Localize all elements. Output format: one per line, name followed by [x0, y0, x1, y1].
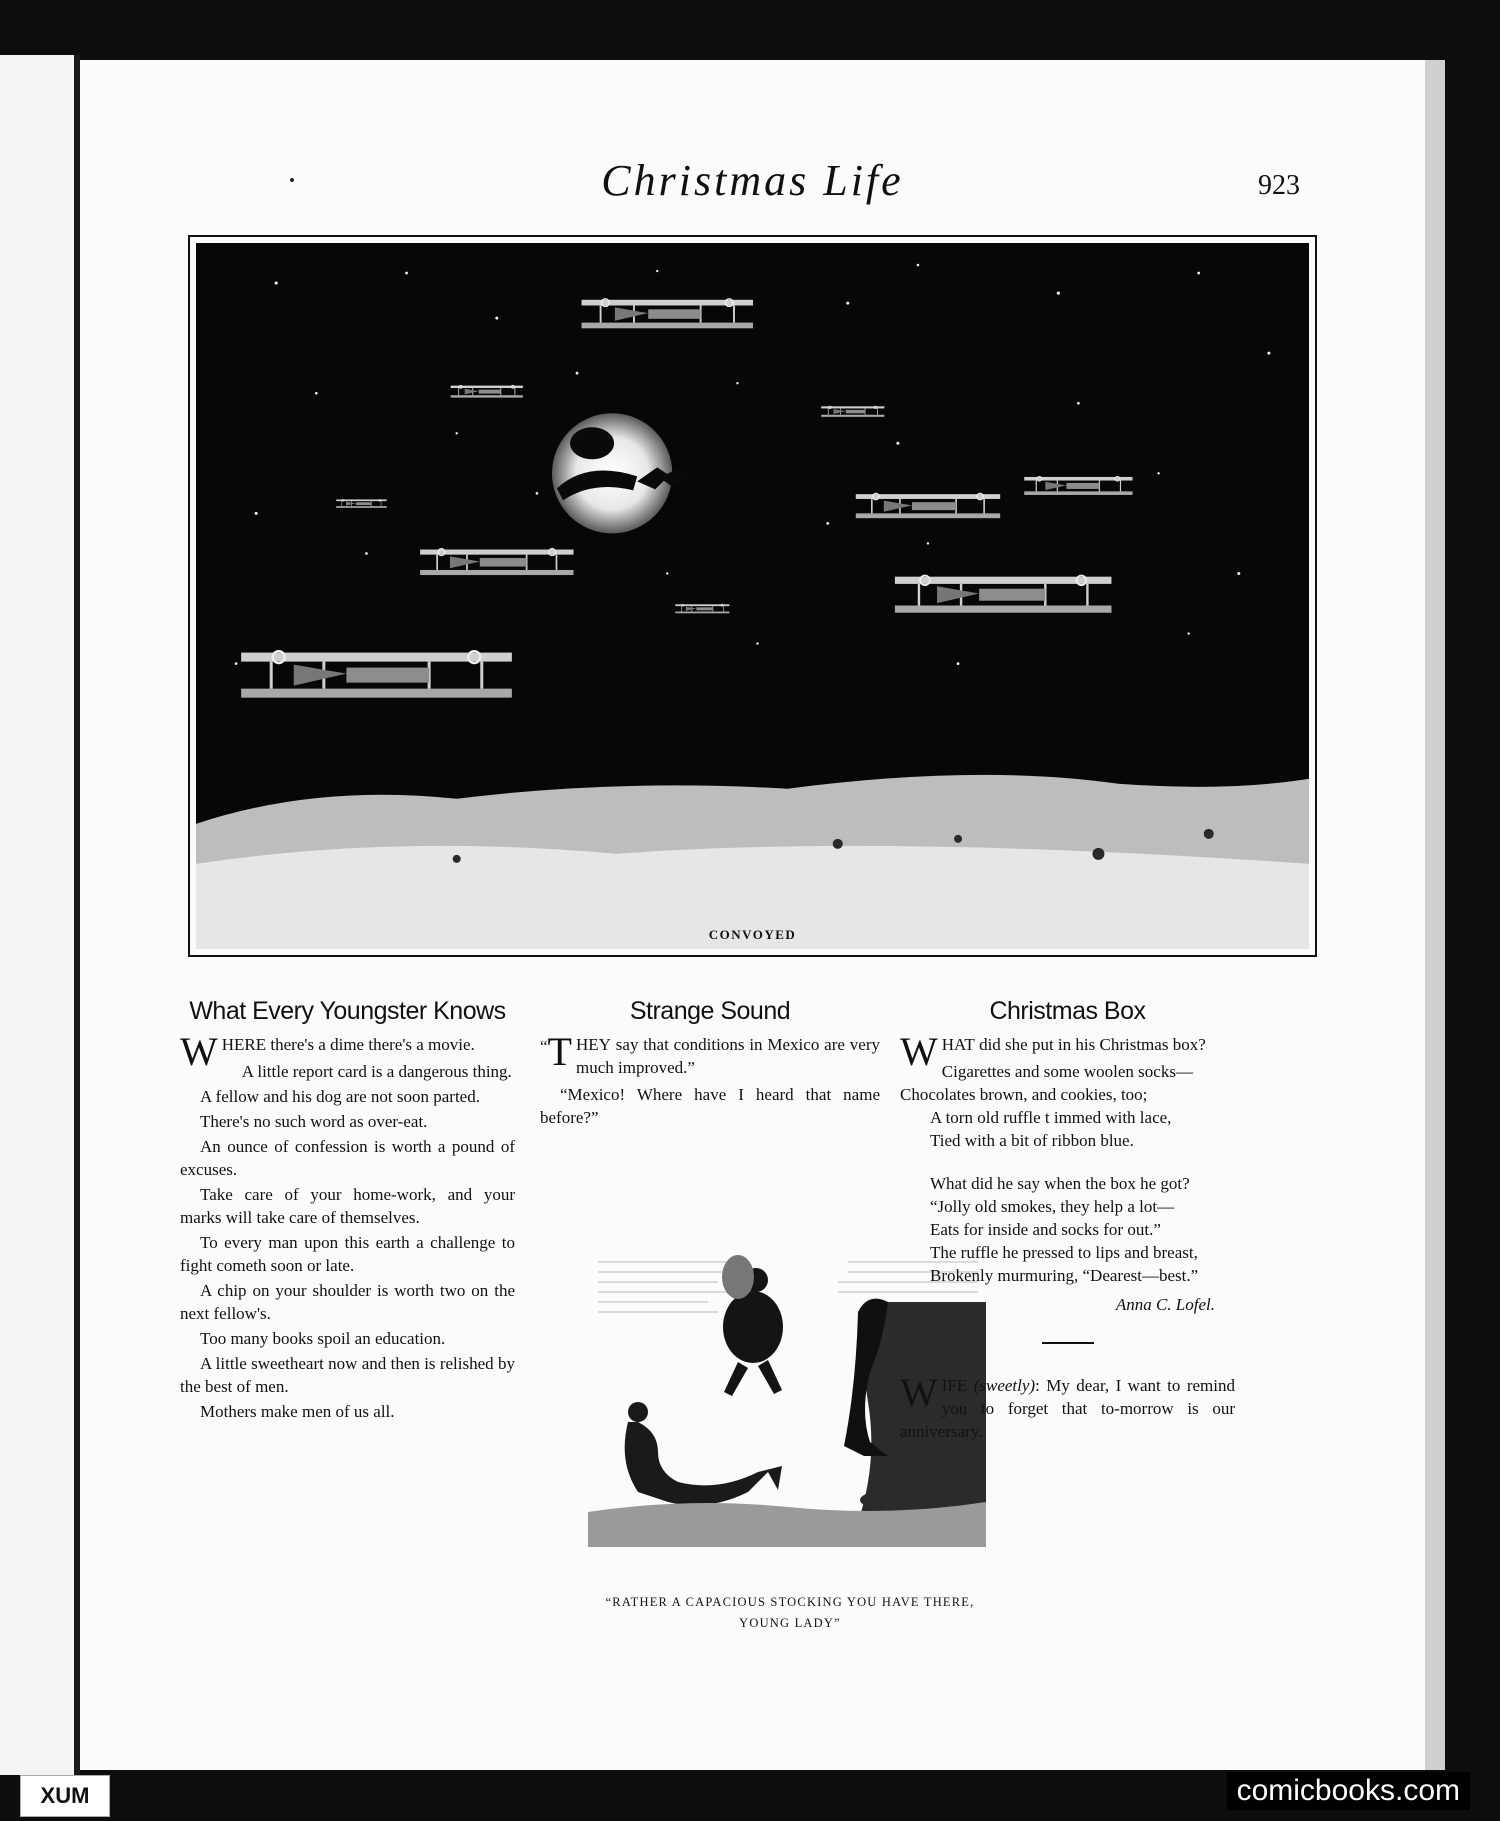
lede-text: did she put in his Christmas box? [974, 1035, 1206, 1054]
cartoon-caption: “RATHER A CAPACIOUS STOCKING YOU HAVE THERE, YOUNG LADY” [605, 1595, 975, 1630]
wife-aside: (sweetly) [973, 1376, 1036, 1395]
saying: A little sweetheart now and then is relished by the best of men. [180, 1354, 515, 1396]
poem-line: A torn old ruffle t immed with lace, [930, 1108, 1172, 1127]
poem-line: Eats for inside and socks for out.” [930, 1220, 1161, 1239]
drop-cap: T [547, 1029, 572, 1074]
lede-text: there's a dime there's a movie. [266, 1035, 475, 1054]
left-page-edge [0, 55, 80, 1775]
poem-line: Chocolates brown, and cookies, too; [900, 1085, 1148, 1104]
reply-line: “Mexico! Where have I heard that name before?” [540, 1085, 880, 1127]
column-heading: What Every Youngster Knows [189, 997, 506, 1025]
lede-paragraph [540, 1029, 880, 1079]
saying: Mothers make men of us all. [200, 1402, 395, 1421]
saying: A little report card is a dangerous thing. [241, 1062, 512, 1081]
site-watermark: comicbooks.com [1227, 1772, 1470, 1810]
saying: There's no such word as over-eat. [200, 1112, 428, 1131]
lede-text: say that conditions in Mexico are very much improved.” [575, 1035, 880, 1077]
column-strange-sound [540, 997, 880, 1131]
author-signature: Anna C. Lofel. [1115, 1295, 1215, 1314]
wife-smallcaps: IFE [941, 1376, 968, 1395]
poem-line: What did he say when the box he got? [930, 1174, 1190, 1193]
column-christmas-box [900, 997, 1235, 1443]
saying: Too many books spoil an education. [200, 1329, 446, 1348]
biplanes-and-moon-drawing [196, 243, 1309, 949]
drop-cap: W [180, 1029, 218, 1074]
poem-line: Tied with a bit of ribbon blue. [930, 1131, 1134, 1150]
poem-line: Brokenly murmuring, “Dearest—best.” [930, 1266, 1199, 1285]
night-sky-scene [196, 243, 1309, 949]
column-heading: Christmas Box [989, 997, 1146, 1025]
page-title: Christmas Life [601, 156, 904, 205]
poem-line: “Jolly old smokes, they help a lot— [930, 1197, 1175, 1216]
saying: To every man upon this earth a challenge to fight cometh soon or late. [180, 1233, 515, 1275]
wife-joke [900, 1370, 1235, 1443]
saying: Take care of your home-work, and your marks will take care of themselves. [180, 1185, 515, 1227]
saying: An ounce of confession is worth a pound of excuses. [180, 1137, 515, 1179]
poem-stanza-1 [900, 1060, 1235, 1152]
column-what-every-youngster-knows [180, 997, 515, 1425]
magazine-page [80, 60, 1425, 1770]
convoyed-illustration [188, 235, 1317, 957]
saying: A chip on your shoulder is worth two on the next fellow's. [180, 1281, 515, 1323]
lede-smallcaps: HAT [941, 1035, 975, 1054]
page-number: 923 [1258, 170, 1300, 201]
lede-smallcaps: HERE [221, 1035, 267, 1054]
illustration-caption: CONVOYED [708, 927, 797, 942]
archive-tag: XUM [20, 1775, 110, 1817]
poem-line: The ruffle he pressed to lips and breast, [930, 1243, 1198, 1262]
column-heading: Strange Sound [629, 997, 791, 1025]
right-page-edge [1425, 60, 1445, 1770]
saying: A fellow and his dog are not soon parted. [200, 1087, 480, 1106]
open-quote: “ [540, 1037, 548, 1056]
wife-text: : My dear, I want to remind you to forget that to-morrow is our anniversary. [900, 1376, 1235, 1441]
drop-cap: W [900, 1370, 938, 1415]
sayings-list [180, 1060, 515, 1423]
section-divider [1042, 1342, 1094, 1344]
lede-smallcaps: HEY [575, 1035, 611, 1054]
drop-cap: W [900, 1029, 938, 1074]
poem-stanza-2 [900, 1172, 1235, 1287]
poem-line: Cigarettes and some woolen socks— [941, 1062, 1193, 1081]
